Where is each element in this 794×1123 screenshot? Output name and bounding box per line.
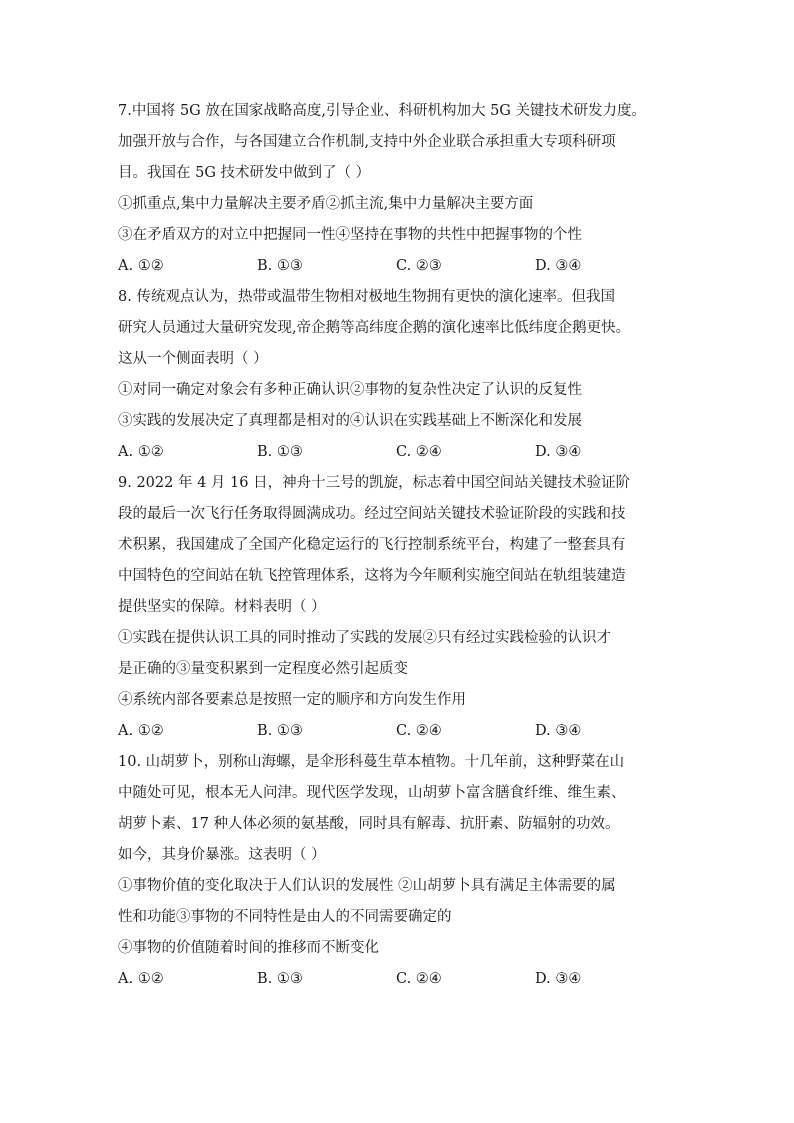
- question-7-stem-line: 加强开放与合作，与各国建立合作机制,支持中外企业联合承担重大专项科研项: [118, 134, 616, 150]
- question-7: [118, 96, 688, 282]
- question-9-stem-line: 提供坚实的保障。材料表明（ ）: [118, 599, 326, 615]
- option-b: B. ①③: [257, 258, 303, 274]
- question-7-stem-line: 目。我国在 5G 技术研发中做到了（ ）: [118, 165, 371, 181]
- option-d: D. ③④: [535, 258, 582, 274]
- option-b: B. ①③: [257, 444, 303, 460]
- question-7-options: [118, 251, 688, 282]
- option-d: D. ③④: [535, 971, 582, 987]
- question-8: [118, 282, 688, 468]
- question-8-statement-line: ①对同一确定对象会有多种正确认识②事物的复杂性决定了认识的反复性: [118, 382, 582, 398]
- question-9-statement-line: ④系统内部各要素总是按照一定的顺序和方向发生作用: [118, 692, 466, 708]
- question-8-stem-line: 研究人员通过大量研究发现,帝企鹅等高纬度企鹅的演化速率比低纬度企鹅更快。: [118, 320, 631, 336]
- question-7-stem-line: 7.中国将 5G 放在国家战略高度,引导企业、科研机构加大 5G 关键技术研发力度。: [118, 103, 646, 119]
- option-b: B. ①③: [257, 723, 303, 739]
- question-10-statement-line: ①事物价值的变化取决于人们认识的发展性 ②山胡萝卜具有满足主体需要的属: [118, 878, 616, 894]
- option-c: C. ②④: [396, 444, 442, 460]
- question-8-stem-line: 这从一个侧面表明（ ）: [118, 351, 268, 367]
- option-c: C. ②④: [396, 723, 442, 739]
- question-7-statement-line: ①抓重点,集中力量解决主要矛盾②抓主流,集中力量解决主要方面: [118, 196, 534, 212]
- question-10: [118, 747, 688, 995]
- question-8-options: [118, 437, 688, 468]
- question-10-stem-line: 10. 山胡萝卜，别称山海螺，是伞形科蔓生草本植物。十几年前，这种野菜在山: [118, 754, 625, 770]
- option-c: C. ②③: [396, 258, 442, 274]
- option-d: D. ③④: [535, 444, 582, 460]
- option-d: D. ③④: [535, 723, 582, 739]
- option-a: A. ①②: [118, 258, 164, 274]
- option-b: B. ①③: [257, 971, 303, 987]
- question-8-stem-line: 8. 传统观点认为，热带或温带生物相对极地生物拥有更快的演化速率。但我国: [118, 289, 615, 305]
- option-a: A. ①②: [118, 723, 164, 739]
- question-10-stem-line: 如今，其身价暴涨。这表明（ ）: [118, 847, 326, 863]
- option-a: A. ①②: [118, 971, 164, 987]
- question-9-statement-line: 是正确的③量变积累到一定程度必然引起质变: [118, 661, 408, 677]
- option-a: A. ①②: [118, 444, 164, 460]
- question-9-statement-line: ①实践在提供认识工具的同时推动了实践的发展②只有经过实践检验的认识才: [118, 630, 611, 646]
- question-9: [118, 468, 688, 747]
- question-9-options: [118, 716, 688, 747]
- question-9-stem-line: 术积累，我国建成了全国产化稳定运行的飞行控制系统平台，构建了一整套具有: [118, 537, 626, 553]
- question-10-statement-line: 性和功能③事物的不同特性是由人的不同需要确定的: [118, 909, 452, 925]
- question-8-statement-line: ③实践的发展决定了真理都是相对的④认识在实践基础上不断深化和发展: [118, 413, 582, 429]
- question-9-stem-line: 段的最后一次飞行任务取得圆满成功。经过空间站关键技术验证阶段的实践和技: [118, 506, 626, 522]
- question-10-stem-line: 胡萝卜素、17 种人体必须的氨基酸，同时具有解毒、抗肝素、防辐射的功效。: [118, 816, 620, 832]
- option-c: C. ②④: [396, 971, 442, 987]
- question-10-statement-line: ④事物的价值随着时间的推移而不断变化: [118, 940, 379, 956]
- question-7-statement-line: ③在矛盾双方的对立中把握同一性④坚持在事物的共性中把握事物的个性: [118, 227, 582, 243]
- question-10-options: [118, 964, 688, 995]
- question-9-stem-line: 中国特色的空间站在轨飞控管理体系，这将为今年顺利实施空间站在轨组装建造: [118, 568, 626, 584]
- exam-page: [118, 96, 688, 995]
- question-10-stem-line: 中随处可见，根本无人问津。现代医学发现，山胡萝卜富含膳食纤维、维生素、: [118, 785, 626, 801]
- question-9-stem-line: 9. 2022 年 4 月 16 日，神舟十三号的凯旋，标志着中国空间站关键技术验证阶: [118, 475, 631, 491]
